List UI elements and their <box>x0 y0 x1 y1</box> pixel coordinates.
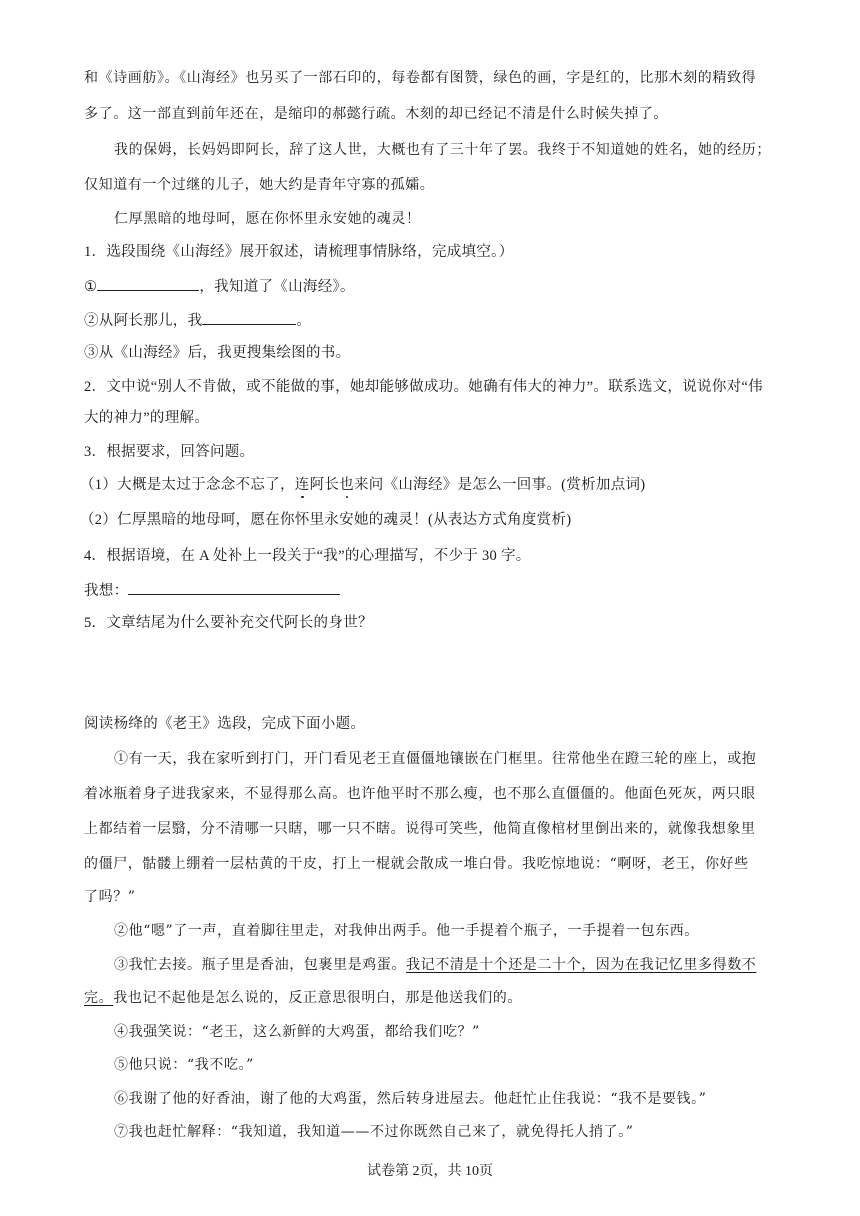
passage-line: 仁厚黑暗的地母呵，愿在你怀里永安她的魂灵！ <box>114 211 421 227</box>
underlined-sentence: 我记不清是十个还是二十个，因为在我记忆里多得数不 <box>406 957 757 973</box>
question-1-item-1: ① ，我知道了《山海经》。 <box>84 276 784 297</box>
passage-line: 我的保姆，长妈妈即阿长，辞了这人世，大概也有了三十年了罢。我终于不知道她的姓名，她的经历； <box>114 142 771 158</box>
question-1-item-3: ③从《山海经》后，我更搜集绘图的书。 <box>84 345 351 361</box>
page-footer: 试卷第 2页，共 10页 <box>367 1164 493 1179</box>
passage-line: ①有一天，我在家听到打门，开门看见老王直僵僵地镶嵌在门框里。往常他坐在蹬三轮的座上，或抱 <box>114 751 757 767</box>
passage-line: ③我忙去接。瓶子里是香油，包裹里是鸡蛋。我记不清是十个还是二十个，因为在我记忆里多得数不 <box>114 957 757 973</box>
passage-line: 完。我也记不起他是怎么说的，反正意思很明白，那是他送我们的。 <box>84 990 523 1006</box>
question-3: 3．根据要求，回答问题。 <box>84 444 255 460</box>
answer-blank[interactable] <box>128 580 340 595</box>
passage-line: 仅知道有一个过继的儿子，她大约是青年守寡的孤孀。 <box>84 177 435 193</box>
question-5: 5．文章结尾为什么要补充交代阿长的身世？ <box>84 615 373 631</box>
passage-line: ④我强笑说：“老王，这么新鲜的大鸡蛋，都给我们吃？” <box>114 1024 480 1040</box>
dotted-word: 也 <box>339 477 354 493</box>
question-2-cont: 大的神力”的理解。 <box>84 410 210 426</box>
question-1: 1．选段围绕《山海经》展开叙述，请梳理事情脉络，完成填空。） <box>84 244 514 260</box>
answer-blank[interactable] <box>202 310 296 325</box>
passage-line: ②他“嗯”了一声，直着脚往里走，对我伸出两手。他一手提着个瓶子，一手提着一包东西。 <box>114 923 699 939</box>
passage-line: 的僵尸，骷髅上绷着一层枯黄的干皮，打上一棍就会散成一堆白骨。我吃惊地说：“啊呀，老王，你好些 <box>84 856 749 872</box>
passage-line: 上都结着一层翳，分不清哪一只瞎，哪一只不瞎。说得可笑些，他简直像棺材里倒出来的，就像我想象里 <box>84 821 756 837</box>
question-3-1: （1）大概是太过于念念不忘了，连阿长也来问《山海经》是怎么一回事。(赏析加点词) <box>80 477 646 493</box>
passage-line: ⑦我也赶忙解释：“我知道，我知道——不过你既然自己来了，就免得托人捎了。” <box>114 1124 634 1140</box>
question-4: 4．根据语境，在 A 处补上一段关于“我”的心理描写，不少于 30 字。 <box>84 548 531 564</box>
question-2: 2．文中说“别人不肯做，或不能做的事，她却能够做成功。她确有伟大的神力”。联系选文，说说你对“伟 <box>84 379 763 395</box>
passage-line: 多了。这一部直到前年还在，是缩印的郝懿行疏。木刻的却已经记不清是什么时候失掉了。 <box>84 106 668 122</box>
dotted-word: 连 <box>294 477 310 493</box>
question-1-item-2: ②从阿长那儿，我 。 <box>84 310 784 331</box>
passage-line: 着冰瓶着身子进我家来，不显得那么高。也许他平时不那么瘦，也不那么直僵僵的。他面色死灰，两只眼 <box>84 786 756 802</box>
question-4-answer: 我想： <box>84 580 784 601</box>
underlined-sentence: 完。 <box>84 990 114 1006</box>
passage-line: 和《诗画舫》。《山海经》也另买了一部石印的，每卷都有图赞，绿色的画，字是红的，比那木刻的精致得 <box>84 70 757 86</box>
passage-line: ⑥我谢了他的好香油，谢了他的大鸡蛋，然后转身进屋去。他赶忙止住我说：“我不是要钱。” <box>114 1091 707 1107</box>
passage-line: 了吗？” <box>84 889 136 905</box>
answer-blank[interactable] <box>97 276 199 291</box>
section-intro: 阅读杨绛的《老王》选段，完成下面小题。 <box>84 716 366 732</box>
passage-line: ⑤他只说：“我不吃。” <box>114 1057 254 1073</box>
question-3-2: （2）仁厚黑暗的地母呵，愿在你怀里永安她的魂灵！(从表达方式角度赏析) <box>80 512 572 528</box>
